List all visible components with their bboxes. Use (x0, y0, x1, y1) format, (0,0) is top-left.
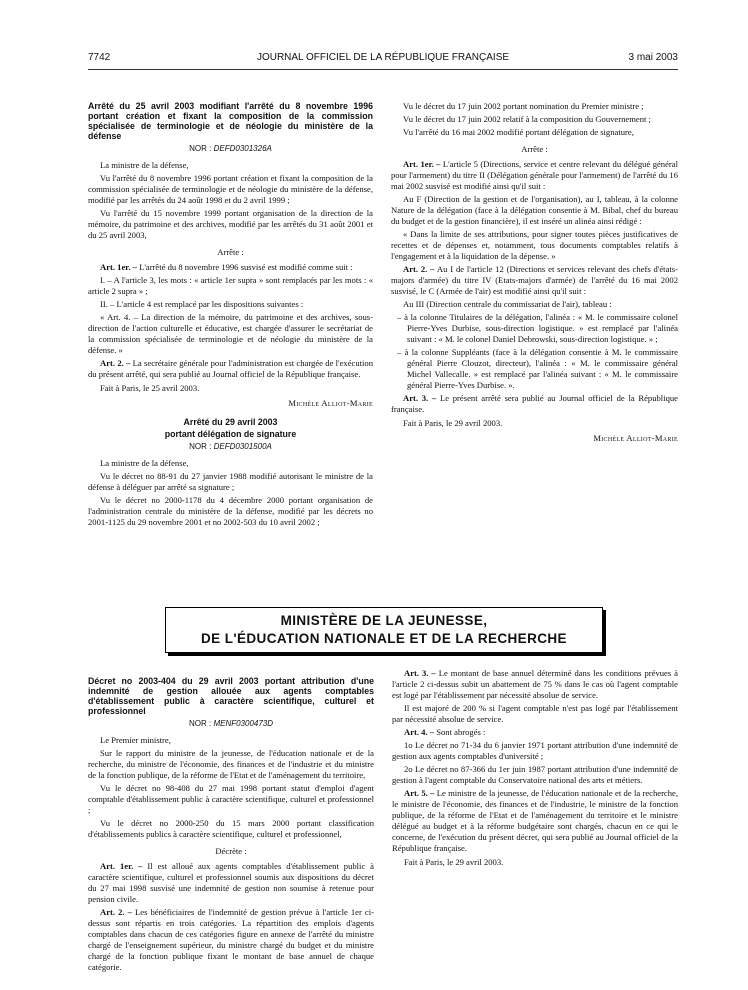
article-label: Art. 5. – (404, 788, 435, 798)
article-label: Art. 3. – (403, 393, 437, 403)
article-text: L'arrêté du 8 novembre 1996 susvisé est modifié comme suit : (139, 262, 353, 272)
arrete-heading: Arrête : (217, 247, 244, 257)
article-label: Art. 3. – (404, 668, 436, 678)
article-5 (392, 788, 678, 854)
paragraph: Vu le décret du 17 juin 2002 portant nomination du Premier ministre ; (403, 101, 644, 111)
dash-item: – à la colonne Titulaires de la délégation, l'alinéa : « M. le commissaire colonel Pierre-Yves Durbise, sous-direction logistique. » est remplacé par l'alinéa suivant : « M. le colonel Daniel Debrowski, sous-direction logistique. » ; (397, 312, 678, 344)
article-text: Sont abrogés : (436, 727, 486, 737)
paragraph: Sur le rapport du ministre de la jeunesse, de l'éducation nationale et de la recherche, du ministre de l'économie, des finances et de l'industrie et du ministre de la fonction publique, de la réforme de l'Etat et de l'aménagement du territoire, (88, 748, 374, 780)
nor-label: NOR : (189, 144, 212, 153)
paragraph: Vu le décret no 88-91 du 27 janvier 1988 modifié autorisant le ministre de la défense à déléguer par arrêté sa signature ; (88, 471, 373, 492)
section3-title: Décret no 2003-404 du 29 avril 2003 portant attribution d'une indemnité de gestion allouée aux agents comptables d'établissement public à caractère scientifique, culturel et professionnel (88, 676, 374, 716)
article-4 (392, 727, 678, 738)
signature: Michèle Alliot-Marie (593, 433, 678, 443)
paragraph: Au F (Direction de la gestion et de l'organisation), au I, tableau, à la colonne Nature de la délégation (face à la délégation consentie à M. Bibal, chef du bureau du budget et de la gestion financière), il est inséré un alinéa ainsi rédigé : (391, 194, 678, 226)
paragraph: Vu le décret no 2000-1178 du 4 décembre 2000 portant organisation de l'administration centrale du ministère de la défense, modifié par les décrets no 2001-1125 du 29 novembre 2001 et no 2002-503 du 10 avril 2002 ; (88, 495, 373, 527)
paragraph: Il est majoré de 200 % si l'agent comptable n'est pas logé par l'établissement par nécessité absolue de service. (392, 703, 678, 724)
page-header (88, 52, 678, 66)
issue-date: 3 mai 2003 (628, 52, 678, 63)
nor-label: NOR : (189, 442, 212, 451)
article-text: Le ministre de la jeunesse, de l'éducation nationale et de la recherche, le ministre de l'économie, des finances et de l'industrie, le ministre de la fonction publique, de la réforme de l'Etat et de l'aménagement du territoire et le ministre délégué au budget et à la réforme budgétaire sont chargés, chacun en ce qui le concerne, de l'exécution du présent décret, qui sera publié au Journal officiel de la République française. (392, 788, 679, 853)
article-3 (391, 393, 678, 415)
quoted-article: « Art. 4. – La direction de la mémoire, du patrimoine et des archives, sous-direction de l'action culturelle et éducative, est chargée d'assurer le secrétariat de la commission spécialisée de terminologie et de néologie du ministère de la défense. » (88, 312, 373, 355)
section3-nor (88, 718, 374, 729)
article-label: Art. 2. – (403, 264, 435, 274)
decrete-heading: Décrète : (215, 846, 247, 856)
section1-title: Arrêté du 25 avril 2003 modifiant l'arrêté du 8 novembre 1996 portant création et fixant la composition de la commission spécialisée de terminologie et de néologie du ministère de la défense (88, 101, 373, 141)
paragraph: Vu l'arrêté du 15 novembre 1999 portant organisation de la direction de la mémoire, du patrimoine et des archives, modifié par les arrêtés du 31 août 2001 et du 25 avril 2003, (88, 208, 373, 240)
article-text: Le montant de base annuel déterminé dans les conditions prévues à l'article 2 ci-dessus subit un abattement de 75 % dans le cas où l'agent comptable est logé par l'établissement par nécessité absolue de service. (392, 668, 678, 700)
header-rule (88, 69, 678, 70)
paragraph: Vu le décret no 2000-250 du 15 mars 2000 portant classification d'établissements publics à caractère scientifique, culturel et professionnel, (88, 818, 374, 839)
signature: Michèle Alliot-Marie (288, 398, 373, 408)
arrete-heading: Arrête : (521, 144, 548, 154)
paragraph: Au III (Direction centrale du commissariat de l'air), tableau : (403, 299, 612, 309)
dash-item: – à la colonne Suppléants (face à la délégation consentie à M. le commissaire général Pierre Clouzot, directeur), l'alinéa : « M. le commissaire général Michel Vallecalle. » est remplacé par l'alinéa suivant : « M. le commissaire général Pierre-Yves Durbise. ». (397, 347, 678, 390)
paragraph: Vu l'arrêté du 8 novembre 1996 portant création et fixant la composition de la commission spécialisée de terminologie et de néologie du ministère de la défense, modifié par les arrêtés du 24 août 1998 et du 2 avril 1999 ; (88, 173, 373, 205)
paragraph: La ministre de la défense, (100, 458, 189, 468)
nor-code: MENF0300473D (213, 719, 274, 728)
signing-place-date: Fait à Paris, le 29 avril 2003. (404, 857, 504, 867)
paragraph: Vu le décret du 17 juin 2002 relatif à la composition du Gouvernement ; (403, 114, 651, 124)
article-text: Le présent arrêté sera publié au Journal officiel de la République française. (391, 393, 678, 414)
article-1 (391, 159, 678, 192)
paragraph: Le Premier ministre, (100, 735, 171, 745)
article-2 (88, 358, 373, 380)
article-label: Art. 2. – (100, 358, 131, 368)
article-2 (88, 907, 374, 973)
journal-title: JOURNAL OFFICIEL DE LA RÉPUBLIQUE FRANÇAISE (256, 52, 510, 63)
article-text: L'article 5 (Directions, service et centre relevant du délégué général pour l'armement) du titre II (Délégation générale pour l'armement) de l'arrêté du 16 mai 2002 susvisé est modifié ainsi qu'il suit : (391, 159, 678, 191)
article-1 (88, 262, 373, 273)
article-label: Art. 1er. – (100, 861, 143, 871)
article-1 (88, 861, 374, 905)
article-label: Art. 1er. – (100, 262, 137, 272)
column-left-bottom (88, 676, 374, 975)
column-right-top (391, 101, 678, 446)
nor-code: DEFD0301326A (213, 144, 272, 153)
signing-place-date: Fait à Paris, le 29 avril 2003. (403, 418, 503, 428)
paragraph: II. – L'article 4 est remplacé par les dispositions suivantes : (100, 299, 304, 309)
page-number: 7742 (88, 52, 111, 63)
article-text: Les bénéficiaires de l'indemnité de gestion prévue à l'article 1er ci-dessus sont répartis en trois catégories. La répartition des emplois d'agents comptables dans chacun de ces catégories figure en annexe de l'arrêté du ministre chargé de l'enseignement supérieur, du ministre chargé du budget et du ministre chargé de la fonction publique fixant le montant de base annuel de chaque catégorie. (88, 907, 374, 972)
section1-nor (88, 143, 373, 154)
article-2 (391, 264, 678, 297)
section2-nor (88, 441, 373, 452)
ministry-line2: DE L'ÉDUCATION NATIONALE ET DE LA RECHERCHE (201, 631, 567, 646)
article-text: Il est alloué aux agents comptables d'établissement public à caractère scientifique, culturel et professionnel soumis aux dispositions du décret du 27 mai 1998 susvisé une indemnité de gestion non soumise à retenue pour pension civile. (88, 861, 374, 904)
nor-code: DEFD0301500A (213, 442, 272, 451)
article-3 (392, 668, 678, 701)
nor-label: NOR : (188, 719, 212, 728)
list-item: 2o Le décret no 87-366 du 1er juin 1987 portant attribution d'une indemnité de gestion à l'agent comptable du Conservatoire national des arts et métiers. (392, 764, 678, 785)
article-label: Art. 1er. – (403, 159, 441, 169)
paragraph: Vu l'arrêté du 16 mai 2002 modifié portant délégation de signature, (403, 127, 634, 137)
paragraph: Vu le décret no 98-408 du 27 mai 1998 portant statut d'emploi d'agent comptable d'établissement public à caractère scientifique, culturel et professionnel ; (88, 783, 374, 815)
section2-title-line1: Arrêté du 29 avril 2003 (183, 417, 278, 427)
ministry-line1: MINISTÈRE DE LA JEUNESSE, (280, 613, 488, 628)
signing-place-date: Fait à Paris, le 25 avril 2003. (100, 383, 200, 393)
list-item: 1o Le décret no 71-34 du 6 janvier 1971 portant attribution d'une indemnité de gestion aux agents comptables d'université ; (392, 740, 678, 761)
article-text: La secrétaire générale pour l'administration est chargée de l'exécution du présent arrêté, qui sera publié au Journal officiel de la République française. (88, 358, 373, 379)
section2-title-line2: portant délégation de signature (164, 429, 297, 439)
paragraph: La ministre de la défense, (100, 160, 189, 170)
paragraph: I. – A l'article 3, les mots : « article 1er supra » sont remplacés par les mots : « article 2 supra » ; (88, 275, 373, 296)
article-text: Au I de l'article 12 (Directions et services relevant des chefs d'états-majors d'armée) du titre IV (Etats-majors d'armée) de l'arrêté du 16 mai 2002 susvisé, le C (Armée de l'air) est modifié ainsi qu'il suit : (391, 264, 678, 296)
article-label: Art. 2. – (100, 907, 132, 917)
column-left-top (88, 101, 373, 530)
article-label: Art. 4. – (404, 727, 435, 737)
quoted-text: « Dans la limite de ses attributions, pour signer toutes pièces justificatives de recettes et de dépenses et, notamment, tous documents comptables relatifs à l'engagement et à la liquidation de la dépense. » (391, 229, 678, 261)
ministry-banner (165, 607, 603, 653)
column-right-bottom (392, 668, 678, 870)
